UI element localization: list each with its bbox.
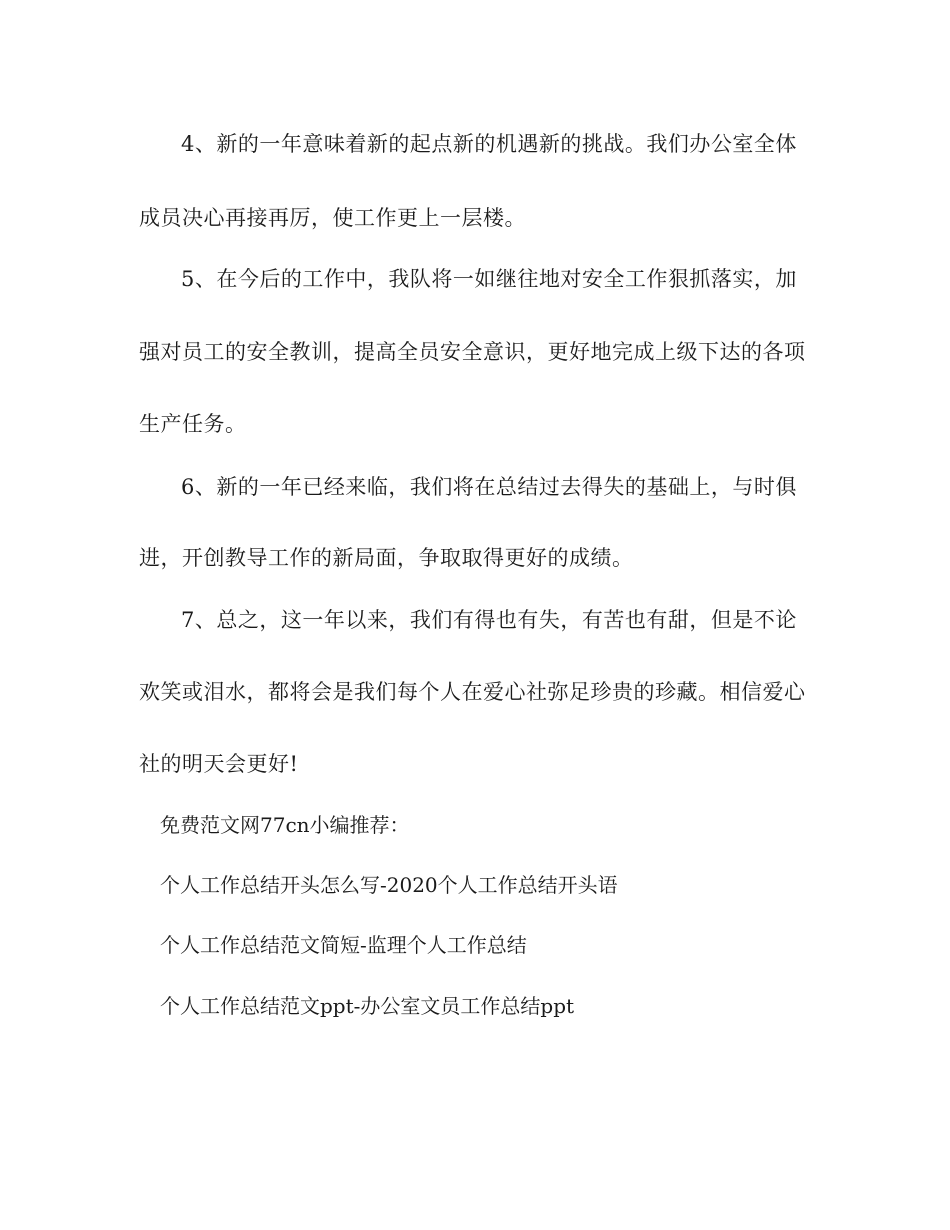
paragraph-5-line-3: 生产任务。 bbox=[139, 412, 247, 436]
recommend-link-2[interactable]: 个人工作总结范文简短-监理个人工作总结 bbox=[160, 933, 527, 957]
paragraph-7-line-2: 欢笑或泪水，都将会是我们每个人在爱心社弥足珍贵的珍藏。相信爱心 bbox=[139, 680, 806, 704]
paragraph-6-line-2: 进，开创教导工作的新局面，争取取得更好的成绩。 bbox=[139, 546, 634, 570]
paragraph-5-line-1: 5、在今后的工作中，我队将一如继往地对安全工作狠抓落实，加 bbox=[181, 267, 797, 291]
recommend-heading: 免费范文网77cn小编推荐： bbox=[160, 813, 410, 837]
paragraph-4-line-2: 成员决心再接再厉，使工作更上一层楼。 bbox=[139, 206, 526, 230]
recommend-link-1[interactable]: 个人工作总结开头怎么写-2020个人工作总结开头语 bbox=[160, 873, 618, 897]
paragraph-4-line-1: 4、新的一年意味着新的起点新的机遇新的挑战。我们办公室全体 bbox=[181, 132, 797, 156]
paragraph-7-line-3: 社的明天会更好! bbox=[139, 752, 299, 776]
paragraph-7-line-1: 7、总之，这一年以来，我们有得也有失，有苦也有甜，但是不论 bbox=[181, 608, 797, 632]
paragraph-5-line-2: 强对员工的安全教训，提高全员安全意识，更好地完成上级下达的各项 bbox=[139, 340, 806, 364]
recommend-link-3[interactable]: 个人工作总结范文ppt-办公室文员工作总结ppt bbox=[160, 994, 575, 1018]
paragraph-6-line-1: 6、新的一年已经来临，我们将在总结过去得失的基础上，与时俱 bbox=[181, 475, 797, 499]
